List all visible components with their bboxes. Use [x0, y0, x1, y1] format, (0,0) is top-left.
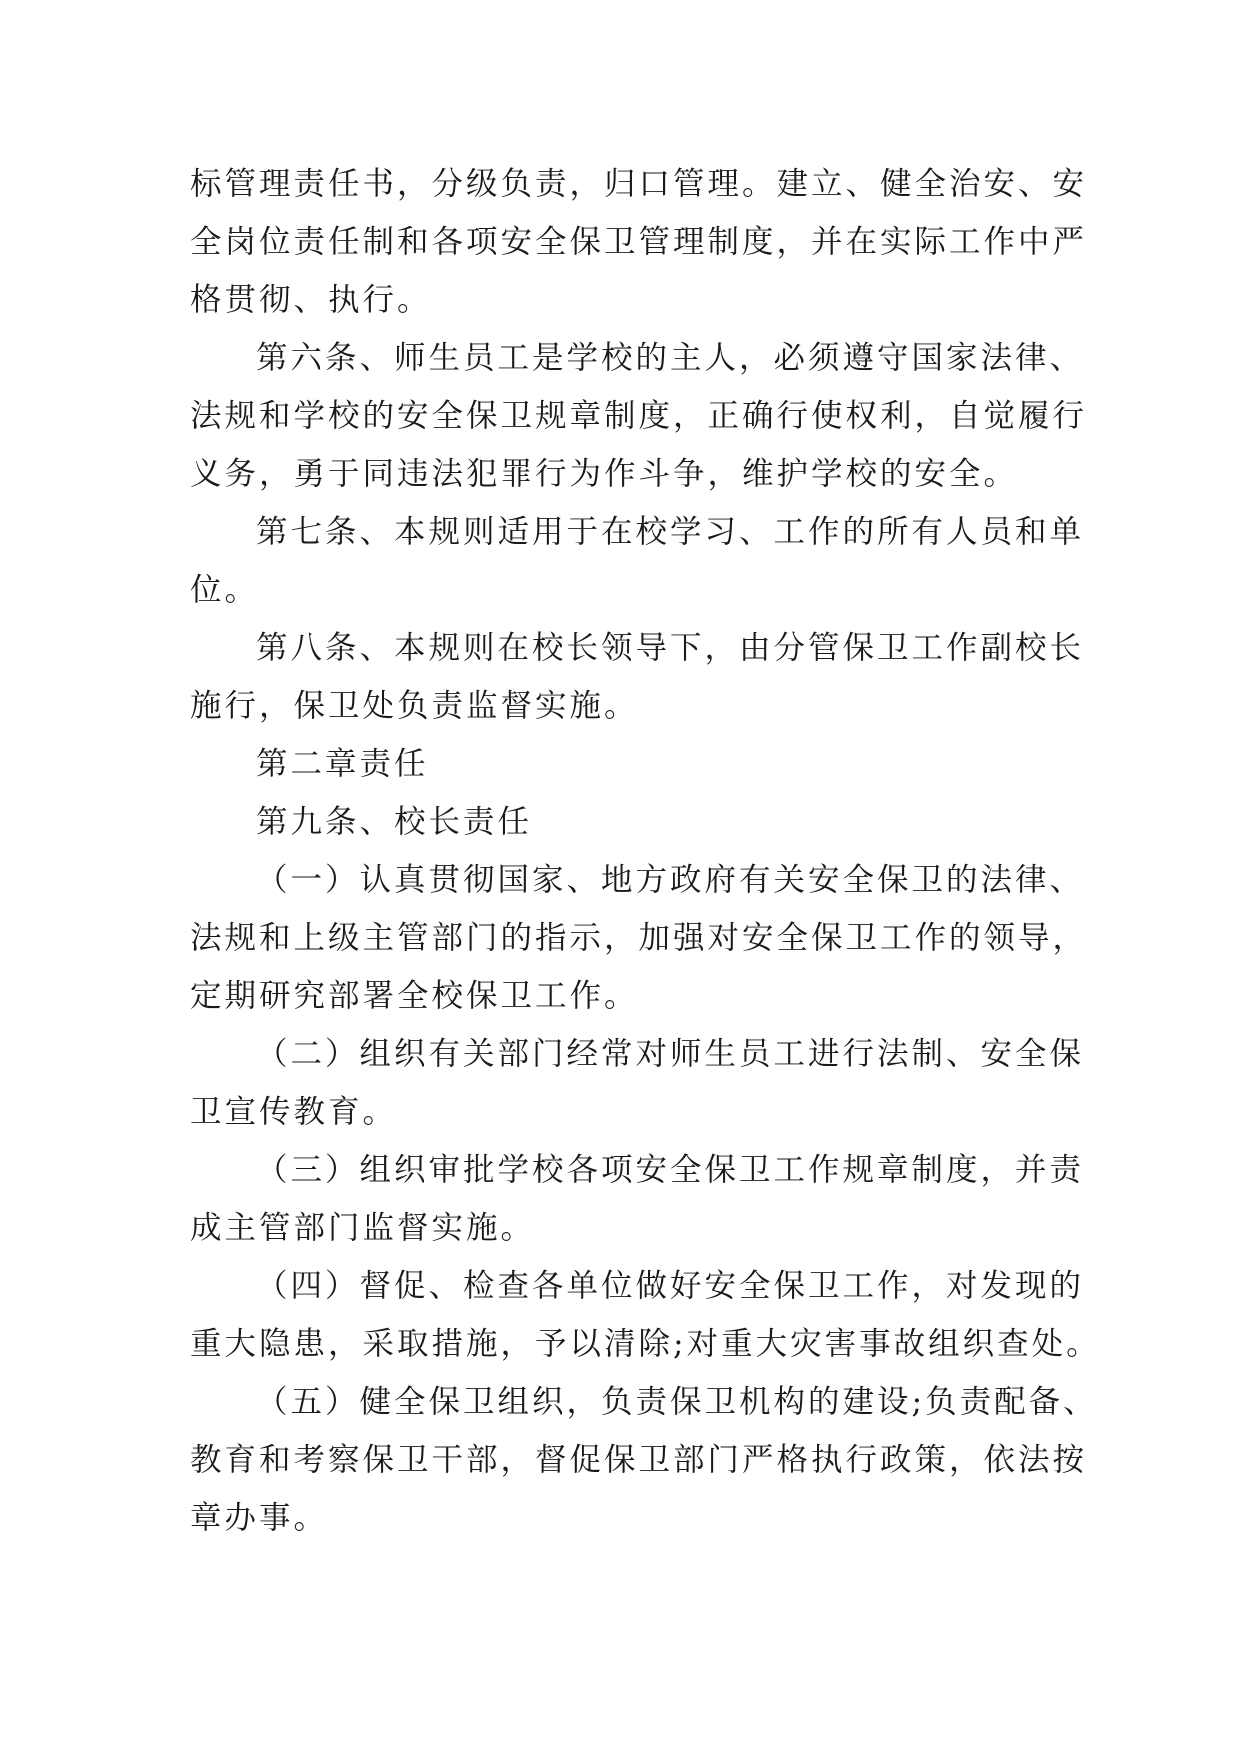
text-line: 义务，勇于同违法犯罪行为作斗争，维护学校的安全。 [190, 456, 1019, 492]
article-6-first-line: 第六条、师生员工是学校的主人，必须遵守国家法律、 [256, 340, 1085, 376]
text-line: 全岗位责任制和各项安全保卫管理制度，并在实际工作中严 [190, 224, 1088, 260]
text-line: 法规和上级主管部门的指示，加强对安全保卫工作的领导， [190, 920, 1088, 956]
body-text [190, 155, 1101, 1547]
text-line: 定期研究部署全校保卫工作。 [190, 978, 639, 1014]
item-1-first-line: （一）认真贯彻国家、地方政府有关安全保卫的法律、 [256, 862, 1085, 898]
chapter-heading: 第二章责任 [256, 746, 429, 782]
item-3-first-line: （三）组织审批学校各项安全保卫工作规章制度，并责 [256, 1152, 1085, 1188]
item-2-first-line: （二）组织有关部门经常对师生员工进行法制、安全保 [256, 1036, 1085, 1072]
text-line: 卫宣传教育。 [190, 1094, 398, 1130]
article-7-first-line: 第七条、本规则适用于在校学习、工作的所有人员和单 [256, 514, 1085, 550]
text-line: 位。 [190, 572, 260, 608]
text-line: 法规和学校的安全保卫规章制度，正确行使权利，自觉履行 [190, 398, 1088, 434]
text-line: 教育和考察保卫干部，督促保卫部门严格执行政策，依法按 [190, 1442, 1088, 1478]
text-line: 格贯彻、执行。 [190, 282, 432, 318]
text-line: 重大隐患，采取措施，予以清除;对重大灾害事故组织查处。 [190, 1326, 1101, 1362]
text-line: 施行，保卫处负责监督实施。 [190, 688, 639, 724]
article-9-heading: 第九条、校长责任 [256, 804, 533, 840]
text-line: 成主管部门监督实施。 [190, 1210, 536, 1246]
text-line: 标管理责任书，分级负责，归口管理。建立、健全治安、安 [190, 166, 1088, 202]
item-5-first-line: （五）健全保卫组织，负责保卫机构的建设;负责配备、 [256, 1384, 1098, 1420]
article-8-first-line: 第八条、本规则在校长领导下，由分管保卫工作副校长 [256, 630, 1085, 666]
text-line: 章办事。 [190, 1500, 329, 1536]
item-4-first-line: （四）督促、检查各单位做好安全保卫工作，对发现的 [256, 1268, 1085, 1304]
